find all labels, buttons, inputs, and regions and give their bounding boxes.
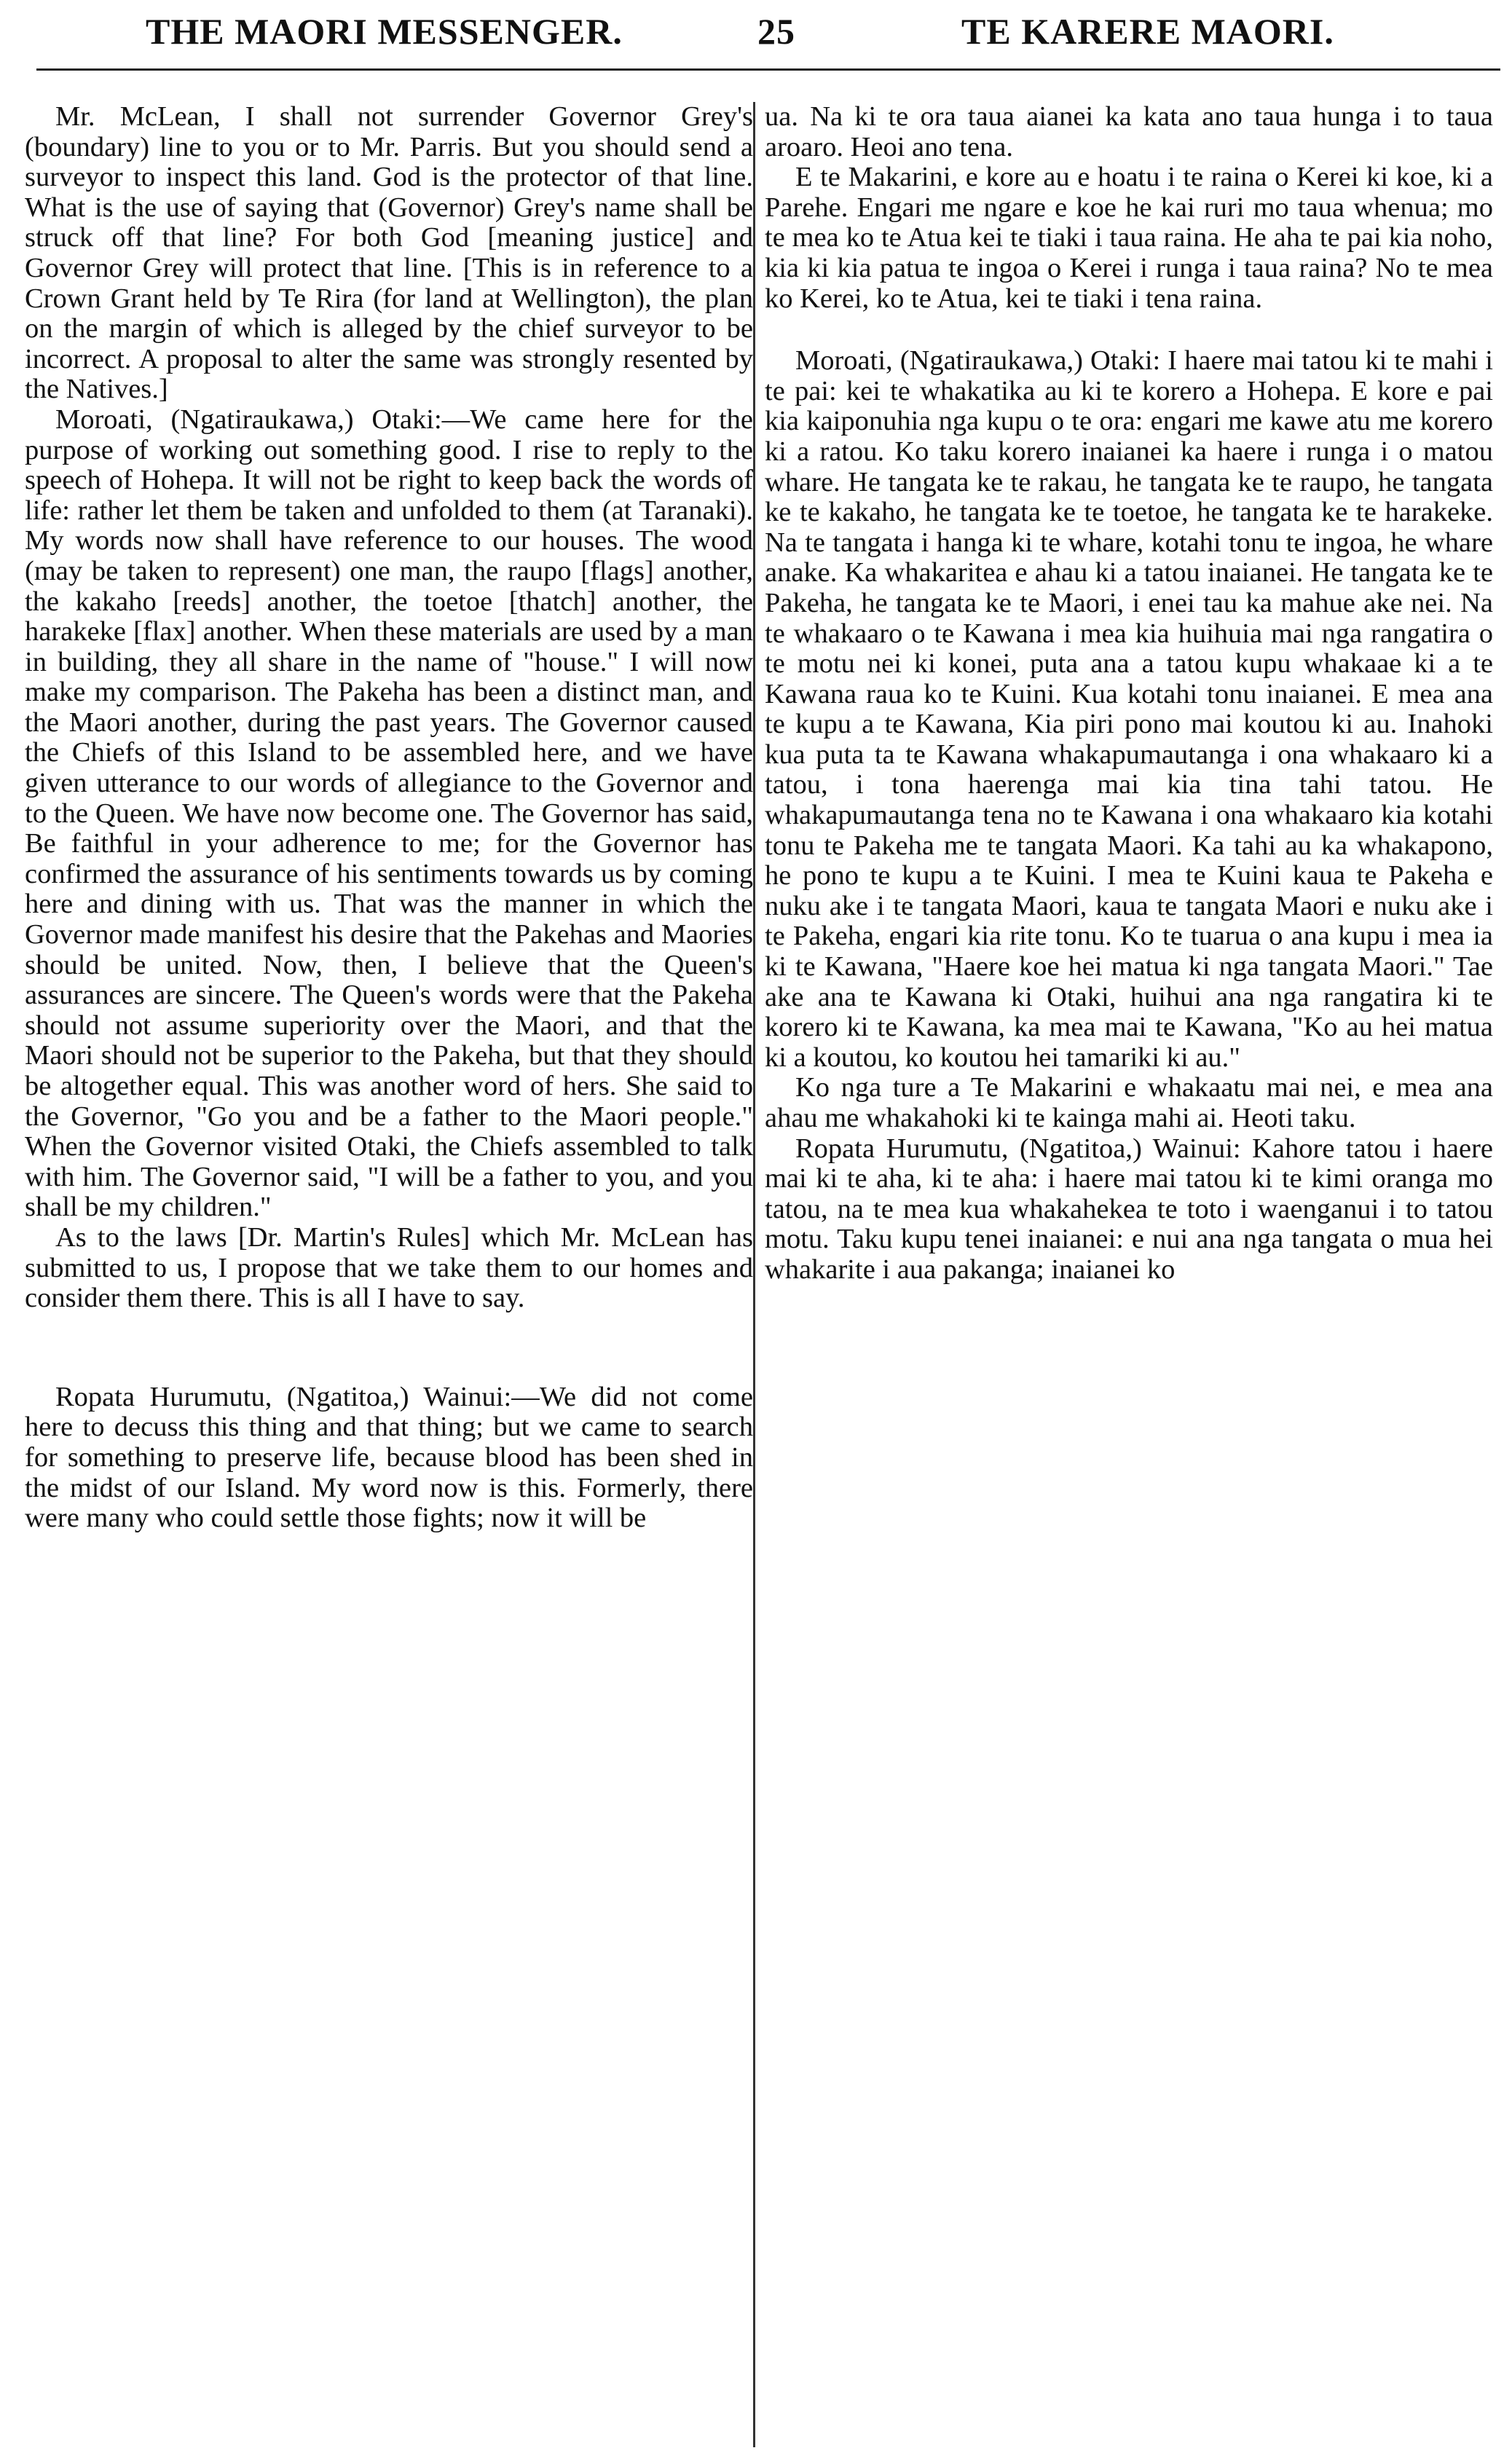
maori-paragraph-nga-ture: Ko nga ture a Te Makarini e whakaatu mai nei, e mea ana ahau me whakahoki ki te kainga mahi ai. Heoti taku. (765, 1072, 1493, 1133)
maori-paragraph-kerei-raina: E te Makarini, e kore au e hoatu i te raina o Kerei ki koe, ki a Parehe. Engari me ngare e koe he kai ruri mo taua whenua; mo te mea ko te Atua kei te tiaki i taua raina. He aha te pai kia noho, kia ki kia patua te ingoa o Kerei i runga i taua raina? No te mea ko Kerei, ko te Atua, kei te tiaki i tena raina. (765, 162, 1493, 314)
english-paragraph-boundary-line: Mr. McLean, I shall not surrender Governor Grey's (boundary) line to you or to Mr. Parris. But you should send a surveyor to inspect this land. God is the protector of that line. What is the use of saying that (Governor) Grey's name shall be struck off that line? For both God [meaning justice] and Governor Grey will protect that line. [This is in reference to a Crown Grant held by Te Rira (for land at Wellington), the plan on the margin of which is alleged by the chief surveyor to be incorrect. A proposal to alter the same was strongly resented by the Natives.] (25, 102, 753, 405)
column-divider (753, 102, 755, 2447)
masthead-english: THE MAORI MESSENGER. (146, 11, 623, 52)
header-rule (36, 68, 1500, 71)
masthead-maori: TE KARERE MAORI. (961, 11, 1334, 52)
maori-column (765, 102, 1493, 2447)
page-header (0, 10, 1512, 67)
english-paragraph-moroati-speech: Moroati, (Ngatiraukawa,) Otaki:—We came here for the purpose of working out something good. I rise to reply to the speech of Hohepa. It will not be right to keep back the words of life: rather let them be taken and unfolded to them (at Taranaki). My words now shall have reference to our houses. The wood (may be taken to represent) one man, the raupo [flags] another, the kakaho [reeds] another, the toetoe [thatch] another, the harakeke [flax] another. When these materials are used by a man in building, they all share in the name of "house." I will now make my comparison. The Pakeha has been a distinct man, and the Maori another, during the past years. The Governor caused the Chiefs of this Island to be assembled here, and we have given utterance to our words of allegiance to the Governor and to the Queen. We have now become one. The Governor has said, Be faithful in your adherence to me; for the Governor has confirmed the assurance of his sentiments towards us by coming here and dining with us. That was the manner in which the Governor made manifest his desire that the Pakehas and Maories should be united. Now, then, I believe that the Queen's assurances are sincere. The Queen's words were that the Pakeha should not assume superiority over the Maori, and that the Maori should not be superior to the Pakeha, but that they should be altogether equal. This was another word of hers. She said to the Governor, "Go you and be a father to the Maori people." When the Governor visited Otaki, the Chiefs assembled to talk with him. The Governor said, "I will be a father to you, and you shall be my children." (25, 404, 753, 1223)
maori-paragraph-ropata-korero: Ropata Hurumutu, (Ngatitoa,) Wainui: Kahore tatou i haere mai ki te aha, ki te aha: i haere mai tatou ki te kimi oranga mo tatou, na te mea kua whakahekea te toto i waenganui i to tatou motu. Taku kupu tenei inaianei: e nui ana nga tangata o mua hei whakarite i aua pakanga; inaianei ko (765, 1133, 1493, 1285)
page-number: 25 (757, 11, 795, 52)
maori-paragraph-moroati-korero: Moroati, (Ngatiraukawa,) Otaki: I haere mai tatou ki te mahi i te pai: kei te whakatika au ki te korero a Hohepa. E kore e pai kia kaiponuhia nga kupu o te ora: engari me kawe atu me korero ki a ratou. Ko taku korero inaianei ka haere i runga i o matou whare. He tangata ke te rakau, he tangata ke te raupo, he tangata ke te kakaho, he tangata ke te toetoe, he tangata ke te harakeke. Na te tangata i hanga ki te whare, kotahi tonu te ingoa, he whare anake. Ka whakaritea e ahau ki a tatou inaianei. He tangata ke te Pakeha, he tangata ke te Maori, i enei tau ka mahue ake nei. Na te whakaaro o te Kawana i mea kia huihuia mai nga rangatira o te motu nei ki konei, puta ana a tatou kupu whakaae ki a te Kawana raua ko te Kuini. Kua kotahi tonu inaianei. E mea ana te kupu a te Kawana, Kia piri pono mai koutou ki au. Inahoki kua puta ta te Kawana whakapumautanga i ona whakaaro ki a tatou, i tona haerenga mai kia tina tahi tatou. He whakapumautanga tena no te Kawana i ona whakaaro kia kotahi tonu te Pakeha me te tangata Maori. Ka tahi au ka whakapono, he pono te kupu a te Kuini. I mea te Kuini kaua te Pakeha e nuku ake i te tangata Maori, kaua te tangata Maori e nuku ake i te Pakeha, engari kia rite tonu. Ko te tuarua o ana kupu i mea ia ki te Kawana, "Haere koe hei matua ki nga tangata Maori." Tae ake ana te Kawana ki Otaki, huihui ana nga rangatira ki te korero ki te Kawana, ka mea mai te Kawana, "Ko au hei matua ki a koutou, ko koutou hei tamariki ki au." (765, 345, 1493, 1073)
english-paragraph-martin-rules: As to the laws [Dr. Martin's Rules] which Mr. McLean has submitted to us, I propose that we take them to our homes and consider them there. This is all I have to say. (25, 1221, 753, 1314)
english-column (25, 102, 753, 2447)
maori-paragraph-continued: ua. Na ki te ora taua aianei ka kata ano taua hunga i to taua aroaro. Heoi ano tena. (765, 102, 1493, 162)
english-paragraph-ropata-speech: Ropata Hurumutu, (Ngatitoa,) Wainui:—We did not come here to decuss this thing and that thing; but we came to search for something to preserve life, because blood has been shed in the midst of our Island. My word now is this. Formerly, there were many who could settle those fights; now it will be (25, 1381, 753, 1534)
